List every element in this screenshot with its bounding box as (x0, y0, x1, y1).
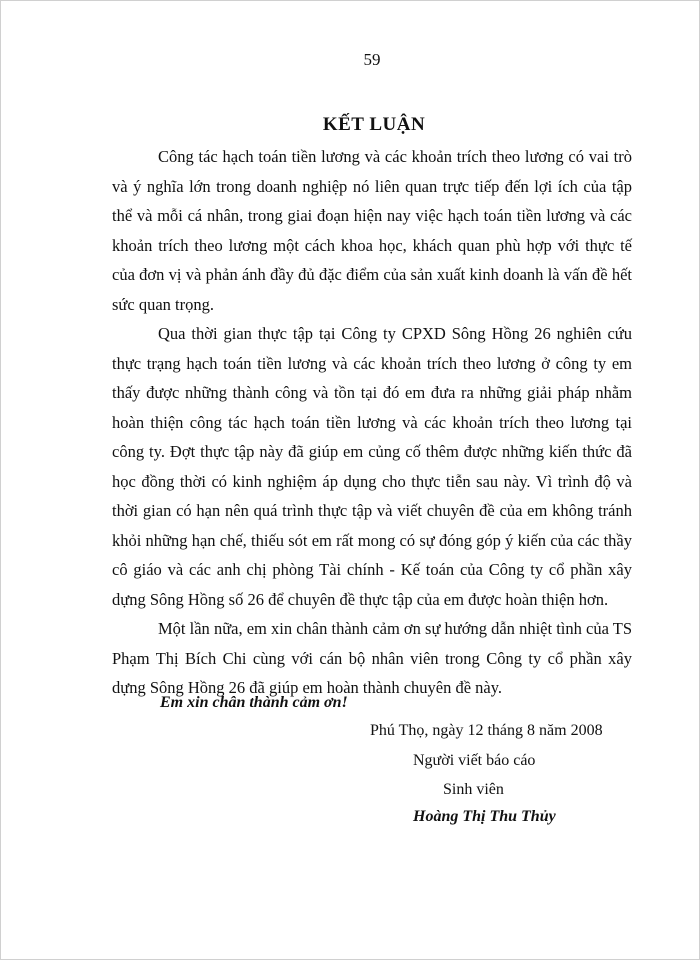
conclusion-body (112, 142, 632, 703)
page-number: 59 (363, 50, 381, 69)
signature-role: Người viết báo cáo (413, 752, 536, 769)
signature-place-date: Phú Thọ, ngày 12 tháng 8 năm 2008 (370, 722, 603, 739)
signature-name: Hoàng Thị Thu Thủy (413, 808, 556, 825)
paragraph-2: Qua thời gian thực tập tại Công ty CPXD Sông Hồng 26 nghiên cứu thực trạng hạch toán tiền lương và các khoản trích theo lương ở công ty em thấy được những thành công và tồn tại đó em đưa ra những giải pháp nhằm hoàn thiện công tác hạch toán tiền lương và các khoản trích theo lương tại công ty. Đợt thực tập này đã giúp em củng cố thêm được những kiến thức đã học đồng thời có kinh nghiệm áp dụng cho thực tiễn sau này. Vì trình độ và thời gian có hạn nên quá trình thực tập và viết chuyên đề của em không tránh khỏi những hạn chế, thiếu sót em rất mong có sự đóng góp ý kiến của các thầy cô giáo và các anh chị phòng Tài chính - Kế toán của Công ty cổ phần xây dựng Sông Hồng số 26 để chuyên đề thực tập của em được hoàn thiện hơn. (112, 324, 632, 609)
signature-title: Sinh viên (443, 781, 504, 798)
page-title: KẾT LUẬN (322, 114, 426, 135)
thanks-line: Em xin chân thành cảm ơn! (160, 694, 348, 711)
paragraph-1: Công tác hạch toán tiền lương và các khoản trích theo lương có vai trò và ý nghĩa lớn trong doanh nghiệp nó liên quan trực tiếp đến lợi ích của tập thể và mỗi cá nhân, trong giai đoạn hiện nay việc hạch toán tiền lương và các khoản trích theo lương một cách khoa học, khách quan phù hợp với thực tế của đơn vị và phản ánh đầy đủ đặc điểm của sản xuất kinh doanh là vấn đề hết sức quan trọng. (112, 147, 632, 314)
paragraph-3: Một lần nữa, em xin chân thành cảm ơn sự hướng dẫn nhiệt tình của TS Phạm Thị Bích Chi cùng với cán bộ nhân viên trong Công ty cổ phần xây dựng Sông Hồng 26 đã giúp em hoàn thành chuyên đề này. (112, 619, 632, 697)
